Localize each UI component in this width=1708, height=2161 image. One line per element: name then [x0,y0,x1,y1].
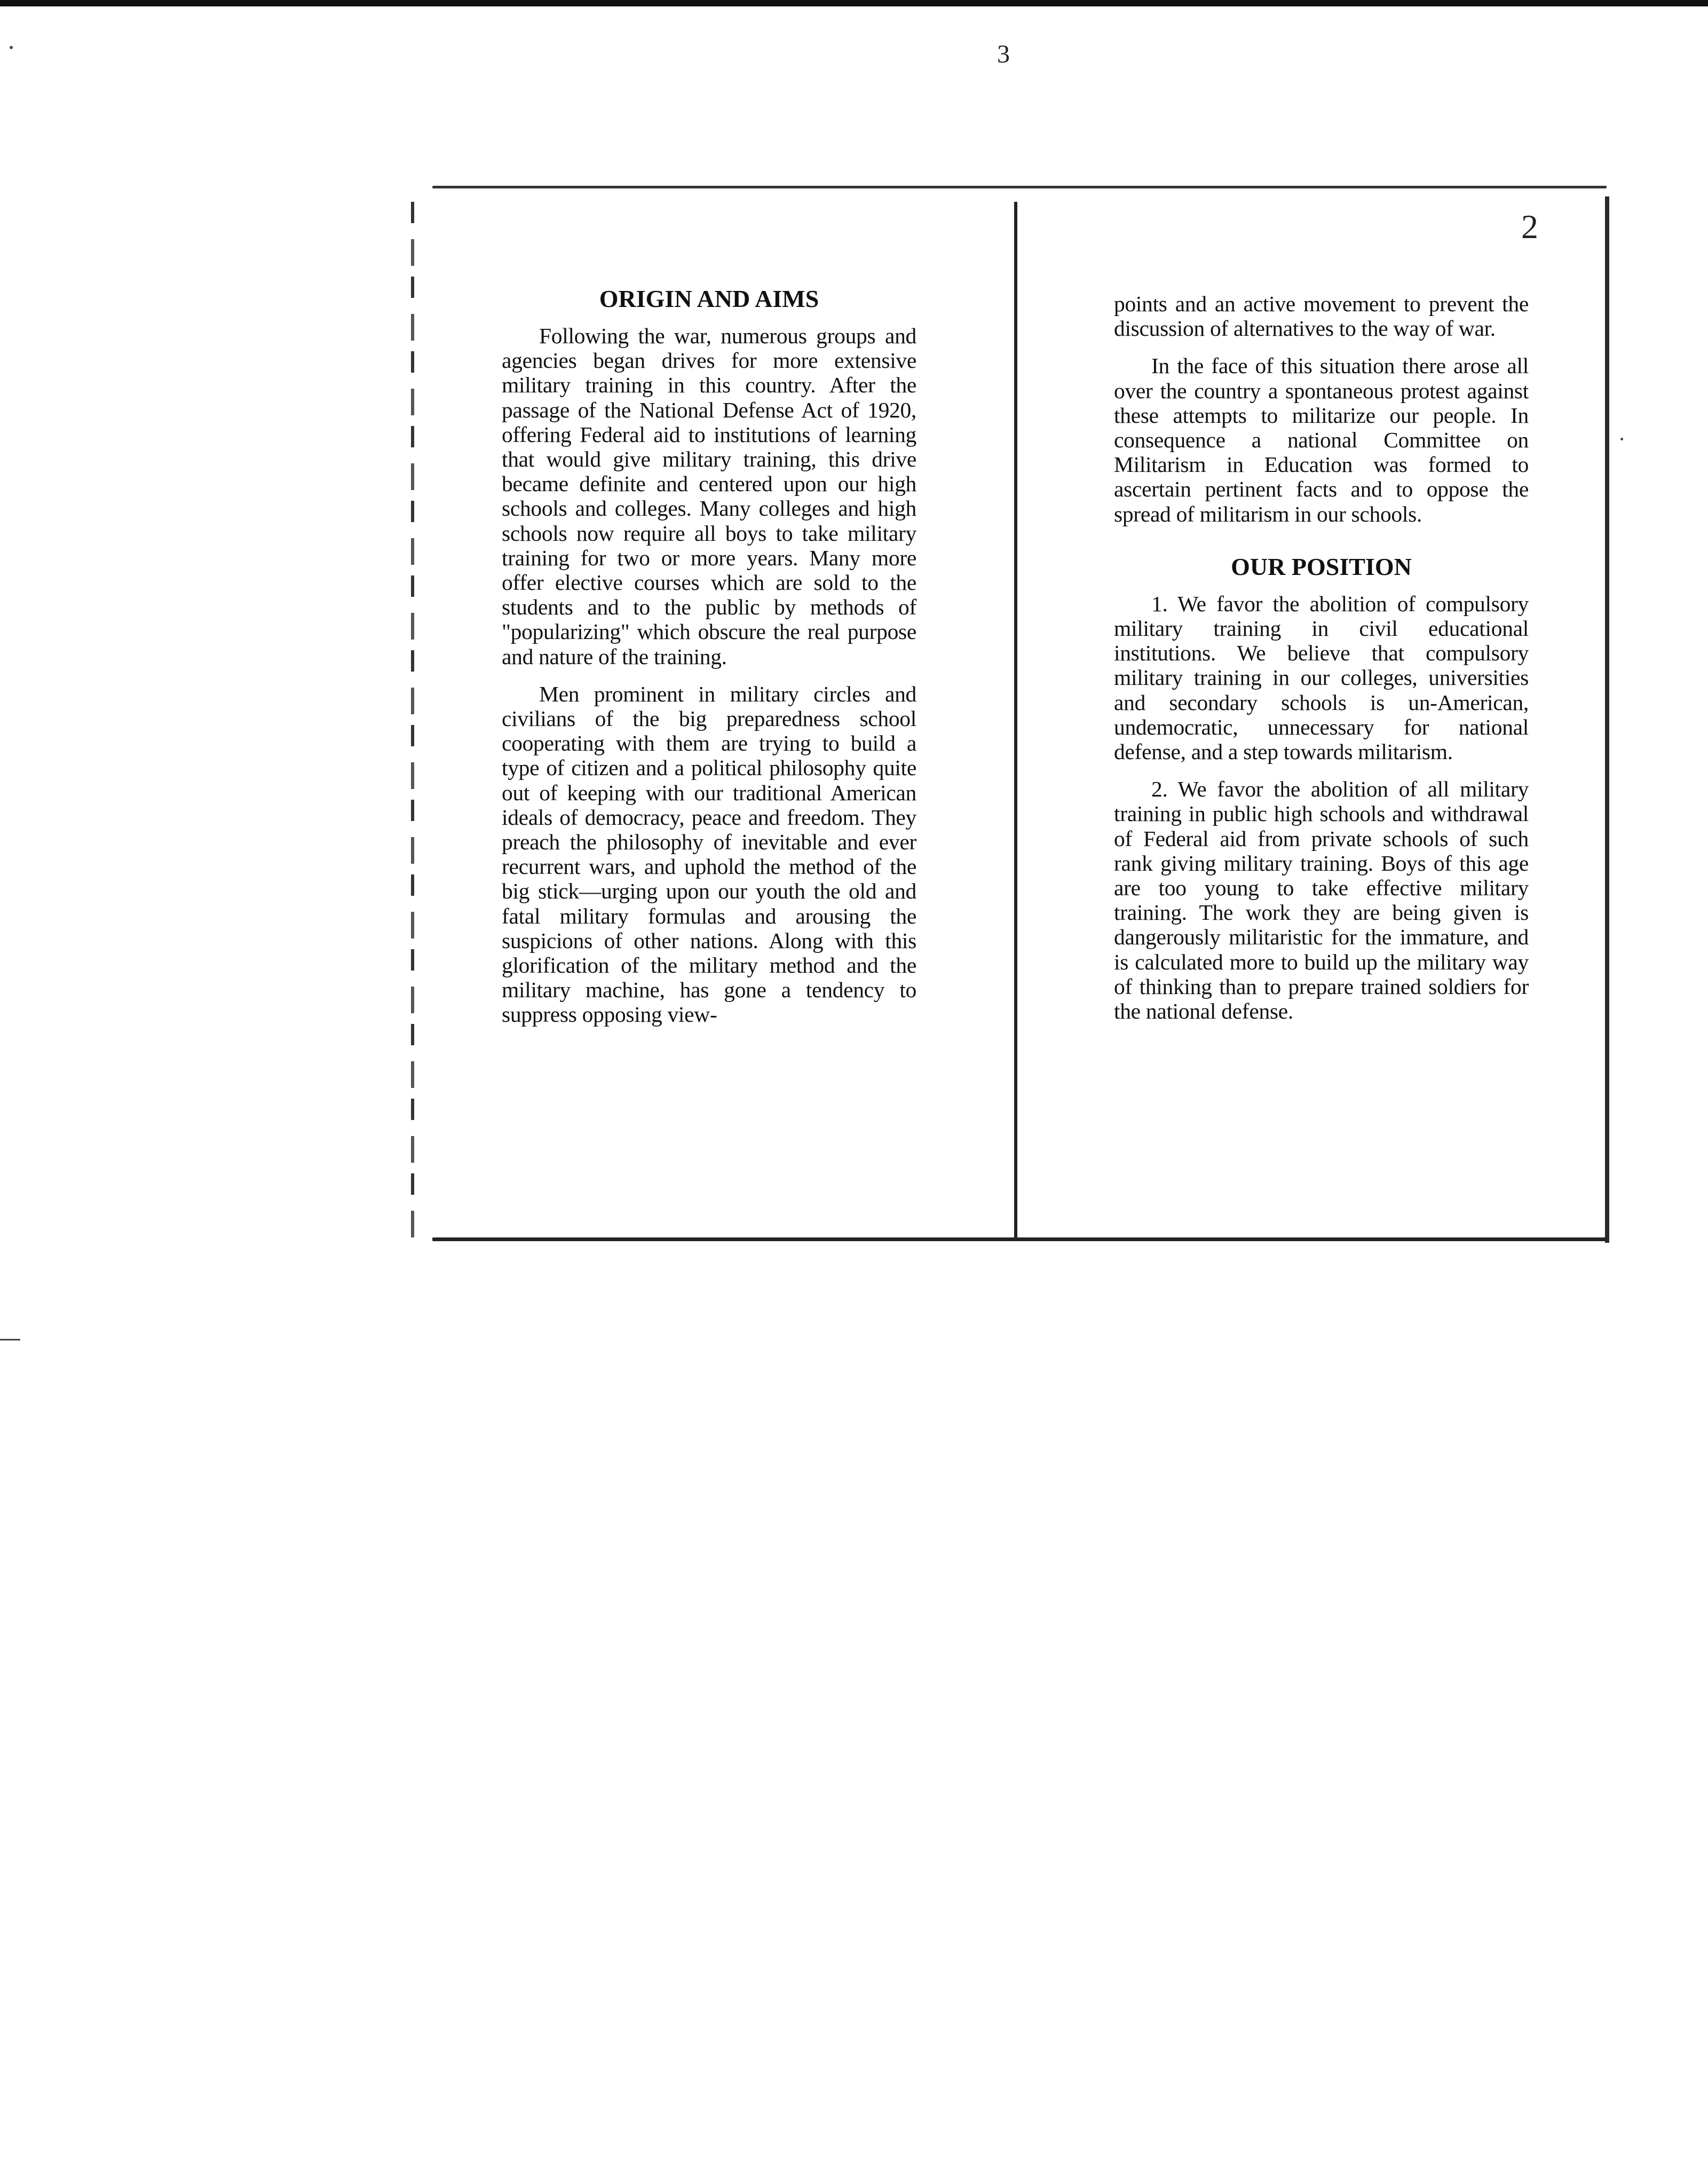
position-1-paragraph: 1. We favor the abolition of compulsory military training in civil educational institutions. We believe that compulsory military training in our colleges, universities and secondary schools is un-American, undemocratic, unnecessary for national defense, and a step towards militarism. [1114,591,1529,764]
left-page-column [502,285,916,1027]
position-2-paragraph: 2. We favor the abolition of all military training in public high schools and withdrawal of Federal aid from private schools of such rank giving military training. Boys of this age are too young to take effective military training. The work they are being given is dangerously militaristic for the immature, and is calculated more to build up the military way of thinking than to prepare trained soldiers for the national defense. [1114,777,1529,1024]
scan-dash [0,1339,20,1340]
center-fold [1014,202,1017,1240]
spread-top-edge [432,186,1607,188]
origin-paragraph-2: Men prominent in military circles and civilians of the big preparedness school cooperating with them are trying to build a type of citizen and a political philosophy quite out of keeping with our traditional American ideals of democracy, peace and freedom. They preach the philosophy of inevitable and ever recurrent wars, and uphold the method of the big stick—urging upon our youth the old and fatal military formulas and arousing the suspicions of other nations. Along with this glorification of the military method and the military machine, has gone a tendency to suppress opposing view- [502,681,916,1027]
booklet-spread [411,186,1609,1245]
page-mark: 3 [997,40,1010,68]
right-page-column [1114,291,1529,1023]
corner-mark: 2 [1521,208,1538,246]
our-position-heading: OUR POSITION [1231,553,1412,580]
origin-and-aims-heading: ORIGIN AND AIMS [599,285,819,312]
continuation-paragraph: points and an active movement to prevent the discussion of alternatives to the way of war. [1114,291,1529,341]
situation-paragraph: In the face of this situation there arose all over the country a spontaneous protest against these attempts to militarize our people. In consequence a national Committee on Militarism in Education was formed to ascertain pertinent facts and to oppose the spread of militarism in our schools. [1114,353,1529,526]
origin-paragraph-1: Following the war, numerous groups and agencies began drives for more extensive military training in this country. After the passage of the National Defense Act of 1920, offering Federal aid to institutions of learning that would give military training, this drive became definite and centered upon our high schools and colleges. Many colleges and high schools now require all boys to take military training for two or more years. Many more offer elective courses which are sold to the students and to the public by methods of "popularizing" which obscure the real purpose and nature of the training. [502,324,916,669]
scan-speck [10,46,13,49]
spread-right-edge [1605,196,1609,1243]
scan-speck [1620,438,1623,440]
spread-left-edge [411,202,414,1243]
scan-top-border [0,0,1708,6]
spread-bottom-edge [432,1237,1607,1241]
